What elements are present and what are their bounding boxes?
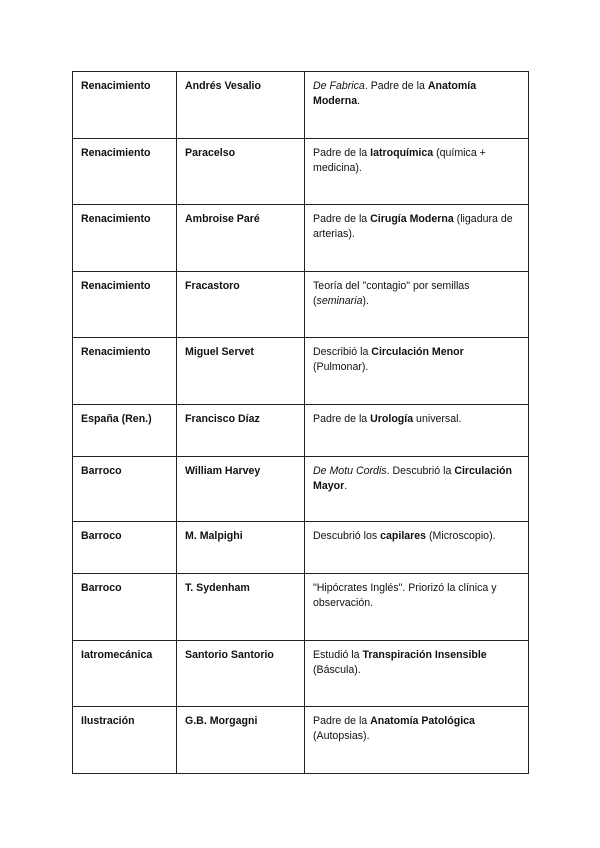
- description-text: universal.: [413, 413, 462, 425]
- bold-term: Urología: [370, 413, 414, 425]
- description-cell: [305, 72, 529, 139]
- person-cell: Fracastoro: [177, 272, 305, 338]
- bold-term: Iatroquímica: [370, 147, 434, 159]
- description-text: Padre de la: [313, 213, 371, 225]
- table-row: [73, 574, 529, 641]
- period-cell: Renacimiento: [73, 272, 177, 338]
- description-text: Padre de la: [313, 413, 371, 425]
- table-row: [73, 205, 529, 272]
- period-cell: Ilustración: [73, 707, 177, 774]
- description-text: (Báscula).: [313, 664, 361, 676]
- person-cell: Miguel Servet: [177, 338, 305, 405]
- description-text: (Pulmonar).: [313, 361, 369, 373]
- table-row: [73, 457, 529, 522]
- description-text: Estudió la: [313, 649, 363, 661]
- table-row: [73, 139, 529, 205]
- table-row: [73, 72, 529, 139]
- bold-term: capilares: [380, 530, 427, 542]
- history-of-medicine-table: [72, 71, 529, 774]
- person-cell: Santorio Santorio: [177, 641, 305, 707]
- italic-title: seminaria: [316, 295, 363, 307]
- description-text: Padre de la: [313, 715, 371, 727]
- description-text: (química + medicina).: [313, 147, 486, 174]
- italic-title: De Fabrica: [313, 80, 365, 92]
- table-body: [73, 72, 529, 774]
- description-text: .: [344, 480, 348, 492]
- period-cell: Renacimiento: [73, 139, 177, 205]
- table-row: [73, 405, 529, 457]
- description-cell: [305, 405, 529, 457]
- period-cell: Renacimiento: [73, 338, 177, 405]
- period-cell: Renacimiento: [73, 205, 177, 272]
- person-cell: Paracelso: [177, 139, 305, 205]
- italic-title: De Motu Cordis: [313, 465, 387, 477]
- description-text: Padre de la: [313, 147, 371, 159]
- description-cell: [305, 707, 529, 774]
- bold-term: Anatomía Moderna: [313, 80, 477, 107]
- description-text: Descubrió los: [313, 530, 381, 542]
- description-cell: [305, 139, 529, 205]
- table-row: [73, 338, 529, 405]
- description-cell: [305, 272, 529, 338]
- person-cell: T. Sydenham: [177, 574, 305, 641]
- description-cell: [305, 522, 529, 574]
- table-row: [73, 707, 529, 774]
- description-text: .: [357, 95, 361, 107]
- table-row: [73, 522, 529, 574]
- description-text: (ligadura de arterias).: [313, 213, 513, 240]
- period-cell: Barroco: [73, 522, 177, 574]
- description-text: . Padre de la: [364, 80, 428, 92]
- period-cell: Iatromecánica: [73, 641, 177, 707]
- person-cell: G.B. Morgagni: [177, 707, 305, 774]
- bold-term: Transpiración Insensible: [362, 649, 487, 661]
- table-row: [73, 272, 529, 338]
- description-text: Teoría del "contagio" por semillas (: [313, 280, 470, 307]
- bold-term: Circulación Mayor: [313, 465, 513, 492]
- bold-term: Anatomía Patológica: [370, 715, 475, 727]
- period-cell: Barroco: [73, 574, 177, 641]
- description-cell: [305, 457, 529, 522]
- bold-term: Cirugía Moderna: [370, 213, 454, 225]
- person-cell: Andrés Vesalio: [177, 72, 305, 139]
- description-cell: [305, 338, 529, 405]
- bold-term: Circulación Menor: [371, 346, 464, 358]
- description-text: "Hipócrates Inglés". Priorizó la clínica y observación.: [313, 582, 497, 609]
- description-text: . Descubrió la: [386, 465, 455, 477]
- description-text: (Autopsias).: [313, 730, 370, 742]
- description-text: Describió la: [313, 346, 372, 358]
- person-cell: Francisco Díaz: [177, 405, 305, 457]
- person-cell: William Harvey: [177, 457, 305, 522]
- description-cell: [305, 205, 529, 272]
- period-cell: Barroco: [73, 457, 177, 522]
- person-cell: M. Malpighi: [177, 522, 305, 574]
- description-text: (Microscopio).: [426, 530, 496, 542]
- description-cell: [305, 574, 529, 641]
- period-cell: España (Ren.): [73, 405, 177, 457]
- period-cell: Renacimiento: [73, 72, 177, 139]
- person-cell: Ambroise Paré: [177, 205, 305, 272]
- table-row: [73, 641, 529, 707]
- description-text: ).: [362, 295, 369, 307]
- description-cell: [305, 641, 529, 707]
